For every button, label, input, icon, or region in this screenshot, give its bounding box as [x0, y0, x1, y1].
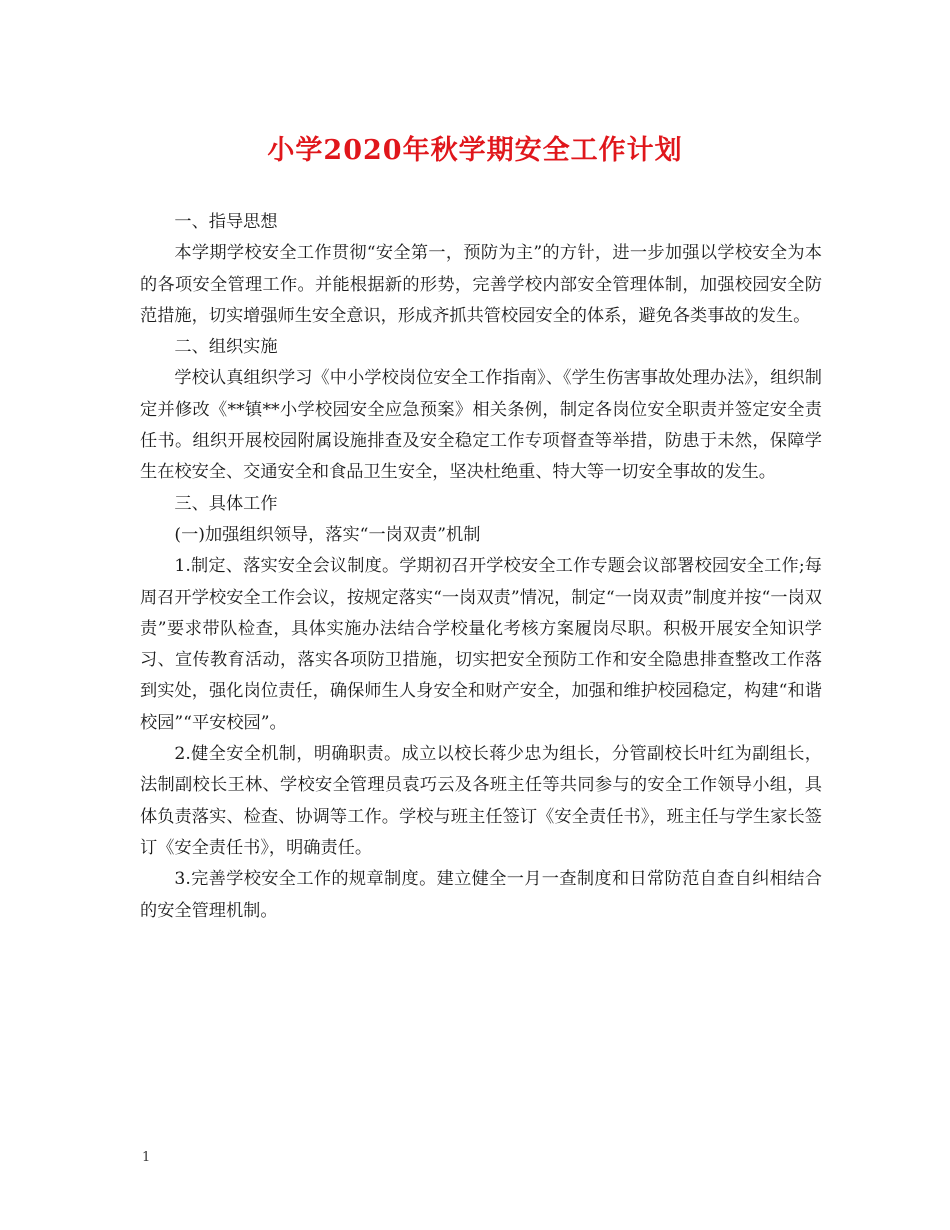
paragraph-organization: 学校认真组织学习《中小学校岗位安全工作指南》、《学生伤害事故处理办法》，组织制定并修改《**镇**小学校园安全应急预案》相关条例，制定各岗位安全职责并签定安全责任书。组织开展校园附属设施排查及安全稳定工作专项督查等举措，防患于未然，保障学生在校安全、交通安全和食品卫生安全，坚决杜绝重、特大等一切安全事故的发生。: [140, 368, 822, 483]
page-number: 1: [142, 1150, 151, 1165]
paragraph-item-1: 1.制定、落实安全会议制度。学期初召开学校安全工作专题会议部署校园安全工作;每周召开学校安全工作会议，按规定落实“一岗双责”情况，制定“一岗双责”制度并按“一岗双责”要求带队检查，具体实施办法结合学校量化考核方案履岗尽职。积极开展安全知识学习、宣传教育活动，落实各项防卫措施，切实把安全预防工作和安全隐患排查整改工作落到实处，强化岗位责任，确保师生人身安全和财产安全，加强和维护校园稳定，构建“和谐校园”“平安校园”。: [140, 556, 822, 733]
section-heading-specific-work: 三、具体工作: [174, 493, 278, 514]
section-heading-organization: 二、组织实施: [174, 337, 278, 358]
paragraph-item-3: 3.完善学校安全工作的规章制度。建立健全一月一查制度和日常防范自查自纠相结合的安全管理机制。: [140, 869, 822, 921]
section-heading-guiding-ideology: 一、指导思想: [174, 212, 278, 232]
paragraph-guiding-ideology: 本学期学校安全工作贯彻“安全第一，预防为主”的方针，进一步加强以学校安全为本的各项安全管理工作。并能根据新的形势，完善学校内部安全管理体制，加强校园安全防范措施，切实增强师生安全意识，形成齐抓共管校园安全的体系，避免各类事故的发生。: [140, 243, 822, 326]
document-title: 小学2020年秋学期安全工作计划: [267, 135, 683, 166]
subsection-heading-leadership: (一)加强组织领导，落实“一岗双责”机制: [174, 524, 481, 545]
paragraph-item-2: 2.健全安全机制，明确职责。成立以校长蒋少忠为组长，分管副校长叶红为副组长，法制副校长王林、学校安全管理员袁巧云及各班主任等共同参与的安全工作领导小组，具体负责落实、检查、协调等工作。学校与班主任签订《安全责任书》，班主任与学生家长签订《安全责任书》，明确责任。: [140, 744, 822, 858]
document-body: [140, 207, 822, 927]
